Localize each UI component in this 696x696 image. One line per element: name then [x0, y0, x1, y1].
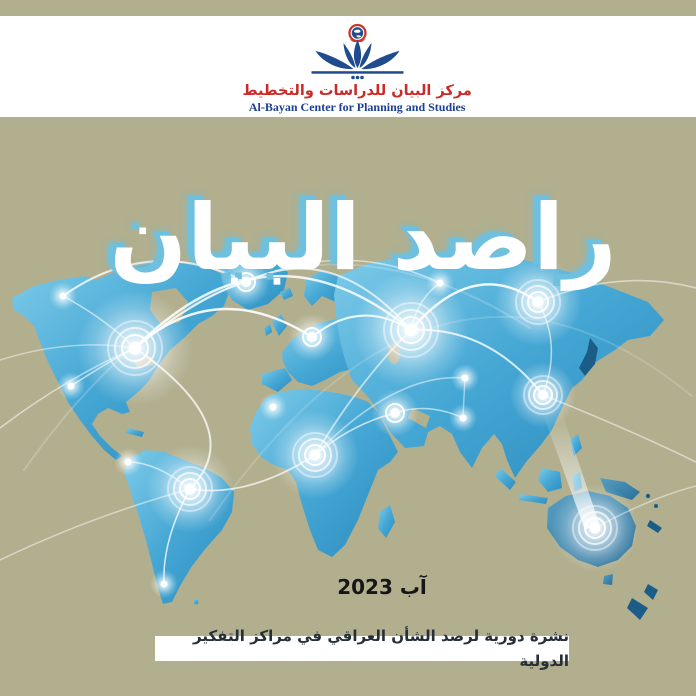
network-node [57, 372, 85, 400]
pacific-island-shape [646, 494, 650, 498]
logo-english-name: Al-Bayan Center for Planning and Studies [248, 100, 466, 114]
pacific-island-shape [654, 504, 658, 508]
network-node [371, 389, 419, 437]
albayan-logo [242, 23, 471, 114]
lotus-globe-icon [307, 23, 407, 81]
network-node [271, 411, 359, 499]
network-node [150, 570, 178, 598]
issue-date: آب 2023 [337, 575, 427, 599]
network-node [146, 445, 234, 533]
network-node [259, 393, 287, 421]
network-node [551, 484, 639, 572]
falkland-shape [194, 600, 199, 605]
ireland-shape [264, 324, 272, 336]
java-shape [519, 494, 548, 504]
page-title: راصد البيان [109, 185, 617, 291]
logo-arabic-name: مركز البيان للدراسات والتخطيط [242, 83, 472, 99]
network-node [288, 313, 336, 361]
header-band [0, 16, 696, 117]
caribbean-islands-shape [126, 428, 144, 437]
madagascar-shape [378, 505, 395, 538]
network-node [449, 404, 477, 432]
network-node [510, 362, 576, 428]
iberia-shape [262, 368, 292, 392]
network-node [451, 364, 479, 392]
borneo-shape [538, 468, 562, 492]
network-node [114, 448, 142, 476]
footer-banner [155, 626, 569, 670]
tasmania-shape [603, 574, 613, 585]
new-zealand-north-shape [644, 584, 658, 600]
footer-banner-text: نشرة دورية لرصد الشأن العراقي في مراكز التفكير الدولية [192, 626, 569, 670]
new-zealand-south-shape [627, 598, 648, 620]
new-caledonia-shape [647, 520, 662, 533]
